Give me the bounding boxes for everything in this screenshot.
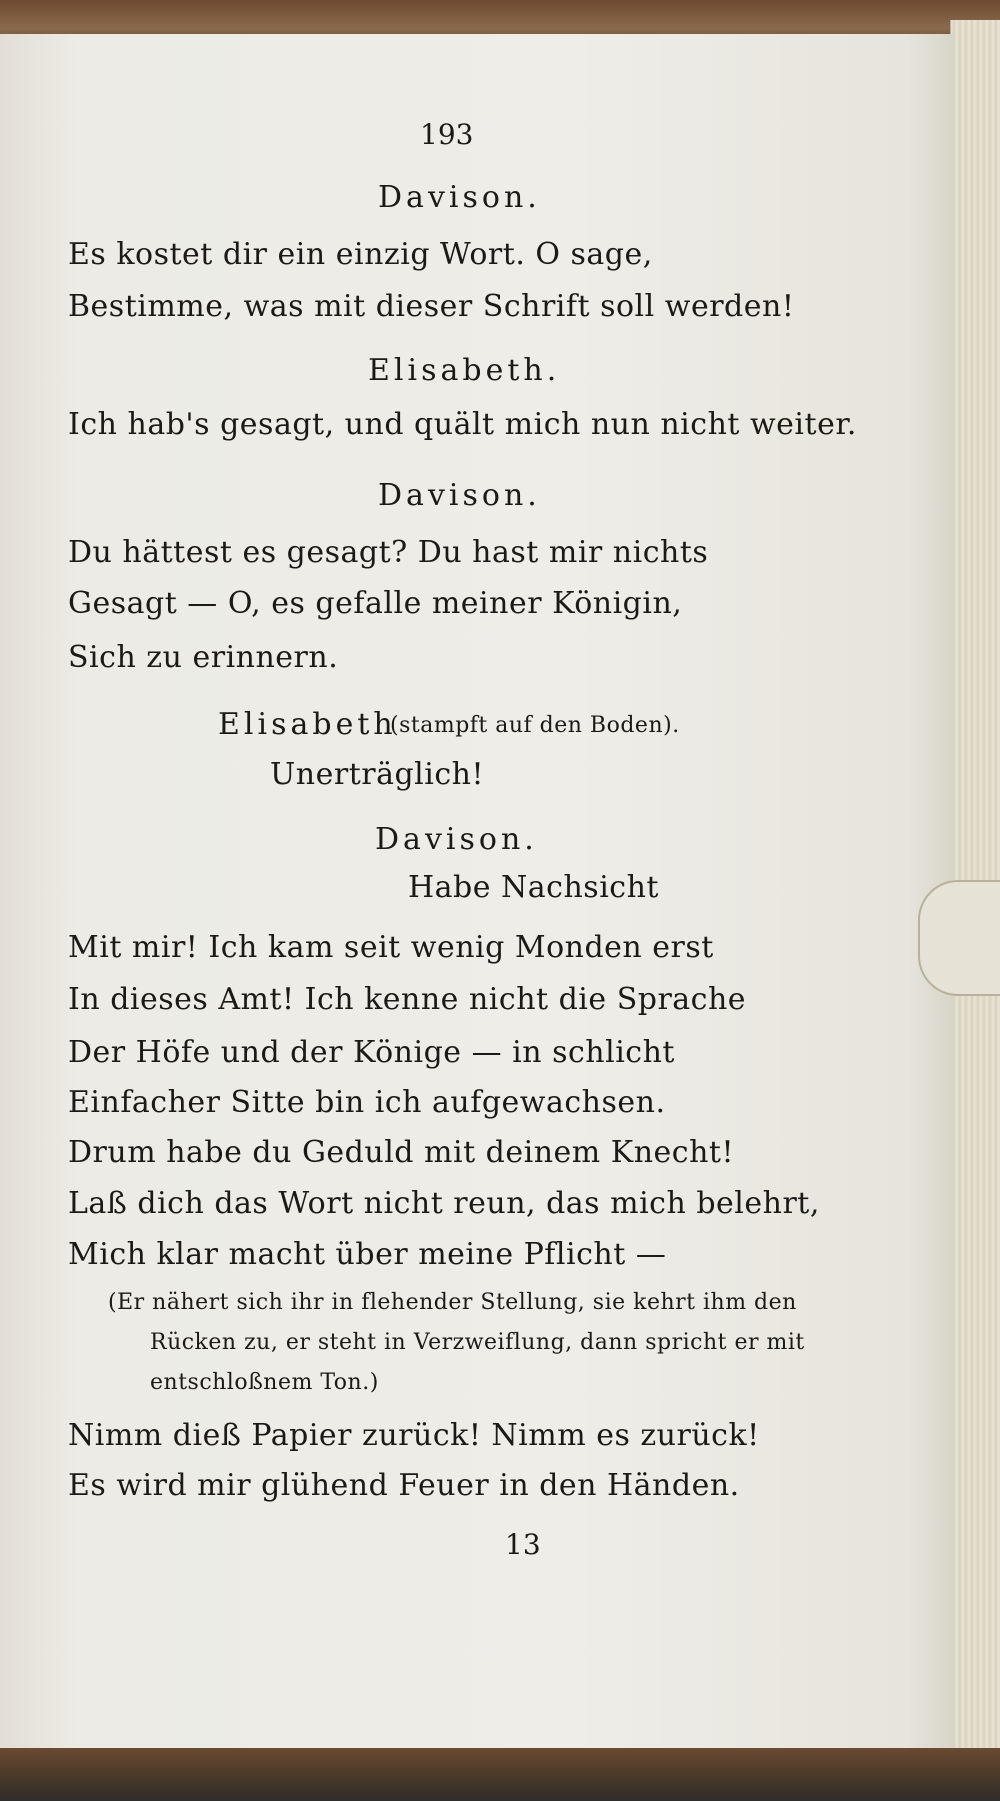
book-cover-bottom: [0, 1748, 1000, 1801]
verse-line: Der Höfe und der Könige — in schlicht: [68, 1035, 675, 1070]
verse-line: Es wird mir glühend Feuer in den Händen.: [68, 1468, 740, 1503]
page-tab: [918, 880, 1000, 996]
page-number: 193: [420, 118, 474, 151]
verse-line: Habe Nachsicht: [408, 870, 659, 905]
verse-line: Unerträglich!: [270, 757, 485, 792]
verse-line: In dieses Amt! Ich kenne nicht die Sprache: [68, 982, 747, 1017]
stage-direction: entschloßnem Ton.): [150, 1370, 379, 1395]
verse-line: Nimm dieß Papier zurück! Nimm es zurück!: [68, 1418, 760, 1453]
verse-line: Mit mir! Ich kam seit wenig Monden erst: [68, 930, 714, 965]
speaker-name: Davison.: [378, 478, 541, 513]
stage-direction: (Er nähert sich ihr in flehender Stellung, sie kehrt ihm den: [108, 1290, 797, 1315]
verse-line: Bestimme, was mit dieser Schrift soll werden!: [68, 289, 795, 324]
speaker-name: Elisabeth.: [368, 353, 561, 388]
verse-line: Du hättest es gesagt? Du hast mir nichts: [68, 535, 709, 570]
stage-direction: (stampft auf den Boden).: [390, 713, 680, 738]
stage-direction: Rücken zu, er steht in Verzweiflung, dann spricht er mit: [150, 1330, 805, 1355]
verse-line: Gesagt — O, es gefalle meiner Königin,: [68, 586, 683, 621]
speaker-name: Davison.: [375, 822, 538, 857]
verse-line: Sich zu erinnern.: [68, 640, 339, 675]
verse-line: Laß dich das Wort nicht reun, das mich belehrt,: [68, 1186, 820, 1221]
verse-line: Ich hab's gesagt, und quält mich nun nicht weiter.: [68, 407, 857, 442]
signature-mark: 13: [505, 1528, 541, 1561]
verse-line: Drum habe du Geduld mit deinem Knecht!: [68, 1135, 735, 1170]
verse-line: Mich klar macht über meine Pflicht —: [68, 1237, 667, 1272]
verse-line: Einfacher Sitte bin ich aufgewachsen.: [68, 1085, 666, 1120]
verse-line: Es kostet dir ein einzig Wort. O sage,: [68, 237, 653, 272]
speaker-name: Davison.: [378, 180, 541, 215]
speaker-name: Elisabeth: [218, 707, 397, 742]
